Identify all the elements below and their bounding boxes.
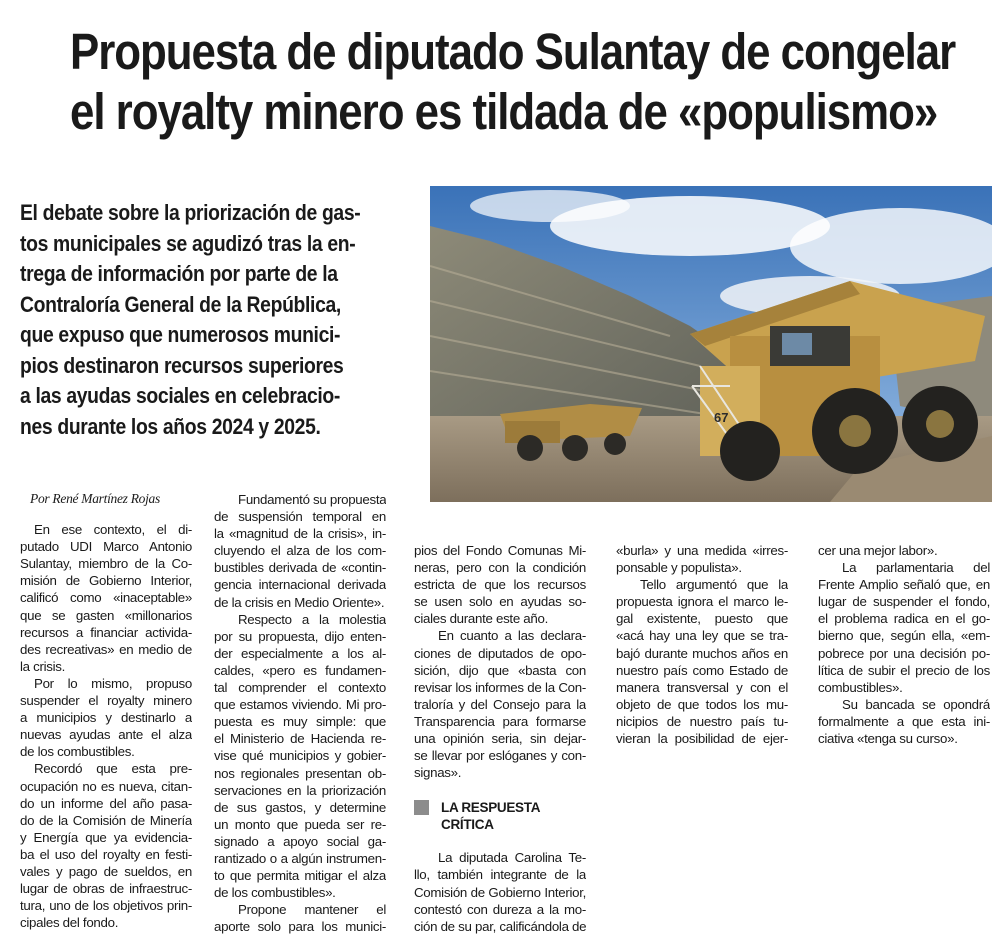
- text-line: contestó con dureza a la mo-: [414, 901, 586, 917]
- text-line: traloría y del Consejo para la: [414, 696, 586, 712]
- text-line: y Energía que ya evidencia-: [20, 829, 192, 845]
- text-line: ciativa «tenga su curso».: [818, 731, 958, 747]
- text-line: pios del Fondo Comunas Mi-: [414, 543, 586, 558]
- text-line: Propone mantener el: [238, 902, 386, 918]
- text-line: to que permita mitigar el alza: [214, 868, 386, 884]
- text-line: recursos a financiar activida-: [20, 624, 192, 640]
- text-line: Su bancada se opondrá: [842, 696, 990, 712]
- text-line: suspender el royalty minero: [20, 693, 192, 709]
- text-line: ponsable y populista».: [616, 560, 742, 576]
- text-line: a municipios y destinarlo a: [20, 710, 192, 726]
- text-line: pobrece por una decisión po-: [818, 645, 990, 661]
- text-line: vieran la posibilidad de ejer-: [616, 731, 788, 747]
- lead-line: a las ayudas sociales en celebracio-: [20, 383, 340, 408]
- text-line: cipales del fondo.: [20, 915, 119, 931]
- text-line: combustibles».: [818, 679, 903, 695]
- section-subhead: [414, 799, 586, 833]
- text-line: misión de Gobierno Interior,: [20, 573, 192, 589]
- subhead-square-icon: [414, 800, 429, 815]
- text-line: formalmente a que esta ini-: [818, 713, 990, 729]
- text-line: ba el uso del royalty en festi-: [20, 846, 192, 862]
- text-line: vales y pago de sueldos, en: [20, 863, 192, 879]
- text-line: Sulantay, miembro de la Co-: [20, 556, 192, 572]
- text-line: «acá hay una ley que se tra-: [616, 628, 788, 644]
- text-line: puesta es muy simple: que: [214, 714, 386, 730]
- lead-paragraph: [20, 198, 412, 442]
- text-line: «burla» y una medida «irres-: [616, 543, 788, 558]
- text-line: lítica de subir el precio de los: [818, 662, 990, 678]
- text-line: En cuanto a las declara-: [438, 628, 586, 644]
- text-line: La parlamentaria del: [842, 560, 990, 576]
- text-line: llo, también integrante de la: [414, 867, 586, 883]
- text-line: Recordó que esta pre-: [34, 761, 192, 777]
- headline-line-2: el royalty minero es tildada de «populismo»: [70, 83, 938, 140]
- text-line: se usen solo en ayudas so-: [414, 594, 586, 610]
- text-line: Fundamentó su propuesta: [238, 492, 386, 507]
- text-line: der especialmente a los al-: [214, 645, 386, 661]
- text-line: propuesta ignora el marco le-: [616, 594, 788, 610]
- text-line: ocupación no es nueva, citan-: [20, 778, 192, 794]
- text-line: que se gasten «millonarios: [20, 607, 192, 623]
- headline-line-1: Propuesta de diputado Sulantay de congelar: [70, 23, 956, 80]
- text-line: nos regionales presentan ob-: [214, 765, 386, 781]
- text-line: objeto de que todos los mu-: [616, 696, 788, 712]
- text-line: Respecto a la molestia: [238, 611, 386, 627]
- text-line: de los combustibles».: [214, 885, 336, 901]
- text-line: caldes, «pero es fundamen-: [214, 662, 386, 678]
- text-line: la crisis.: [20, 658, 66, 674]
- text-line: sición, dijo que «basta con: [414, 662, 586, 678]
- text-line: de suspensión temporal en: [214, 509, 386, 525]
- text-line: nuevas ayudas ante el alza: [20, 727, 192, 743]
- text-line: una opinión seria, sin dejar-: [414, 731, 586, 747]
- text-line: En ese contexto, el di-: [34, 522, 192, 538]
- text-line: Por lo mismo, propuso: [34, 675, 192, 691]
- text-line: revisar los informes de la Con-: [414, 679, 586, 695]
- text-line: estricta de que los recursos: [414, 577, 586, 593]
- text-line: signado a apoyo social ga-: [214, 833, 386, 849]
- lead-line: que expuso que numerosos munici-: [20, 322, 341, 347]
- text-line: de sus gastos, y determine: [214, 799, 386, 815]
- subhead-line: LA RESPUESTA: [441, 800, 541, 816]
- text-line: do un informe del año pasa-: [20, 795, 192, 811]
- lead-line: trega de información por parte de la: [20, 261, 338, 286]
- text-line: La diputada Carolina Te-: [438, 850, 586, 866]
- article-column-5: [818, 542, 990, 747]
- mining-truck-illustration: [430, 186, 992, 502]
- text-line: tura, uno de los objetivos prin-: [20, 898, 192, 914]
- text-line: bajó durante muchos años en: [616, 645, 788, 661]
- column-text: [20, 521, 192, 931]
- text-line: por su propuesta, dijo enten-: [214, 628, 386, 644]
- lead-line: El debate sobre la priorización de gas-: [20, 200, 361, 225]
- text-line: Transparencia para formarse: [414, 713, 586, 729]
- text-line: bustibles derivada de «contin-: [214, 560, 386, 576]
- article-column-4: [616, 542, 788, 747]
- text-line: vise qué municipios y gobier-: [214, 748, 386, 764]
- text-line: nuestro país como Estado de: [616, 662, 788, 678]
- text-line: rantizado o a algún instrumen-: [214, 850, 386, 866]
- text-line: que estamos viviendo. Mi pro-: [214, 697, 386, 713]
- text-line: aporte solo para los munici-: [214, 919, 386, 935]
- text-line: des recreativas» en medio de: [20, 641, 192, 657]
- text-line: calificó como «inaceptable»: [20, 590, 192, 606]
- text-line: el Ministerio de Hacienda re-: [214, 731, 386, 747]
- text-line: ción de su par, calificándola de: [414, 918, 586, 934]
- text-line: nicipios de nuestro país tu-: [616, 713, 788, 729]
- article-column-3: [414, 542, 586, 935]
- lead-line: tos municipales se agudizó tras la en-: [20, 230, 356, 256]
- text-line: do de la Comisión de Minería: [20, 812, 192, 828]
- article-column-1: [20, 490, 192, 931]
- text-line: se llevar por eslóganes y con-: [414, 748, 586, 764]
- text-line: manera transversal y con el: [616, 679, 788, 695]
- text-line: Frente Amplio señaló que, en: [818, 577, 990, 593]
- text-line: lugar de obras de infraestruc-: [20, 881, 192, 897]
- text-line: cluyendo el alza de los com-: [214, 543, 386, 559]
- text-line: tal comprender el contexto: [214, 680, 386, 696]
- text-line: putado UDI Marco Antonio: [20, 539, 192, 555]
- text-line: Comisión de Gobierno Interior,: [414, 884, 586, 900]
- text-line: servaciones en la priorización: [214, 782, 386, 798]
- text-line: lugar de suspender el fondo,: [818, 594, 990, 610]
- article-column-2: [214, 491, 386, 935]
- truck-number: 67: [714, 410, 729, 425]
- text-line: de la crisis en Medio Oriente».: [214, 594, 385, 610]
- mining-truck-photo: [430, 186, 992, 502]
- small-truck: [500, 404, 642, 461]
- text-line: cer una mejor labor».: [818, 543, 938, 558]
- text-line: el problema radica en el go-: [818, 611, 990, 627]
- lead-line: Contraloría General de la República,: [20, 291, 341, 317]
- text-line: un monto que pueda ser re-: [214, 816, 386, 832]
- headline: [70, 22, 956, 142]
- text-line: de los combustibles.: [20, 744, 135, 760]
- text-line: bierno que, según ella, «em-: [818, 628, 990, 644]
- text-line: gal existente, puesto que: [616, 611, 788, 627]
- text-line: la «magnitud de la crisis», in-: [214, 526, 386, 542]
- text-line: neras, pero con la condición: [414, 560, 586, 576]
- text-line: ciales durante este año.: [414, 611, 548, 627]
- text-line: Tello argumentó que la: [640, 577, 788, 593]
- lead-line: nes durante los años 2024 y 2025.: [20, 413, 321, 439]
- text-line: signas».: [414, 765, 462, 781]
- lead-line: pios destinaron recursos superiores: [20, 352, 344, 378]
- subhead-line: CRÍTICA: [441, 817, 494, 833]
- text-line: ciones de diputados de opo-: [414, 645, 586, 661]
- byline: Por René Martínez Rojas: [30, 491, 160, 506]
- text-line: gencia internacional derivada: [214, 577, 386, 593]
